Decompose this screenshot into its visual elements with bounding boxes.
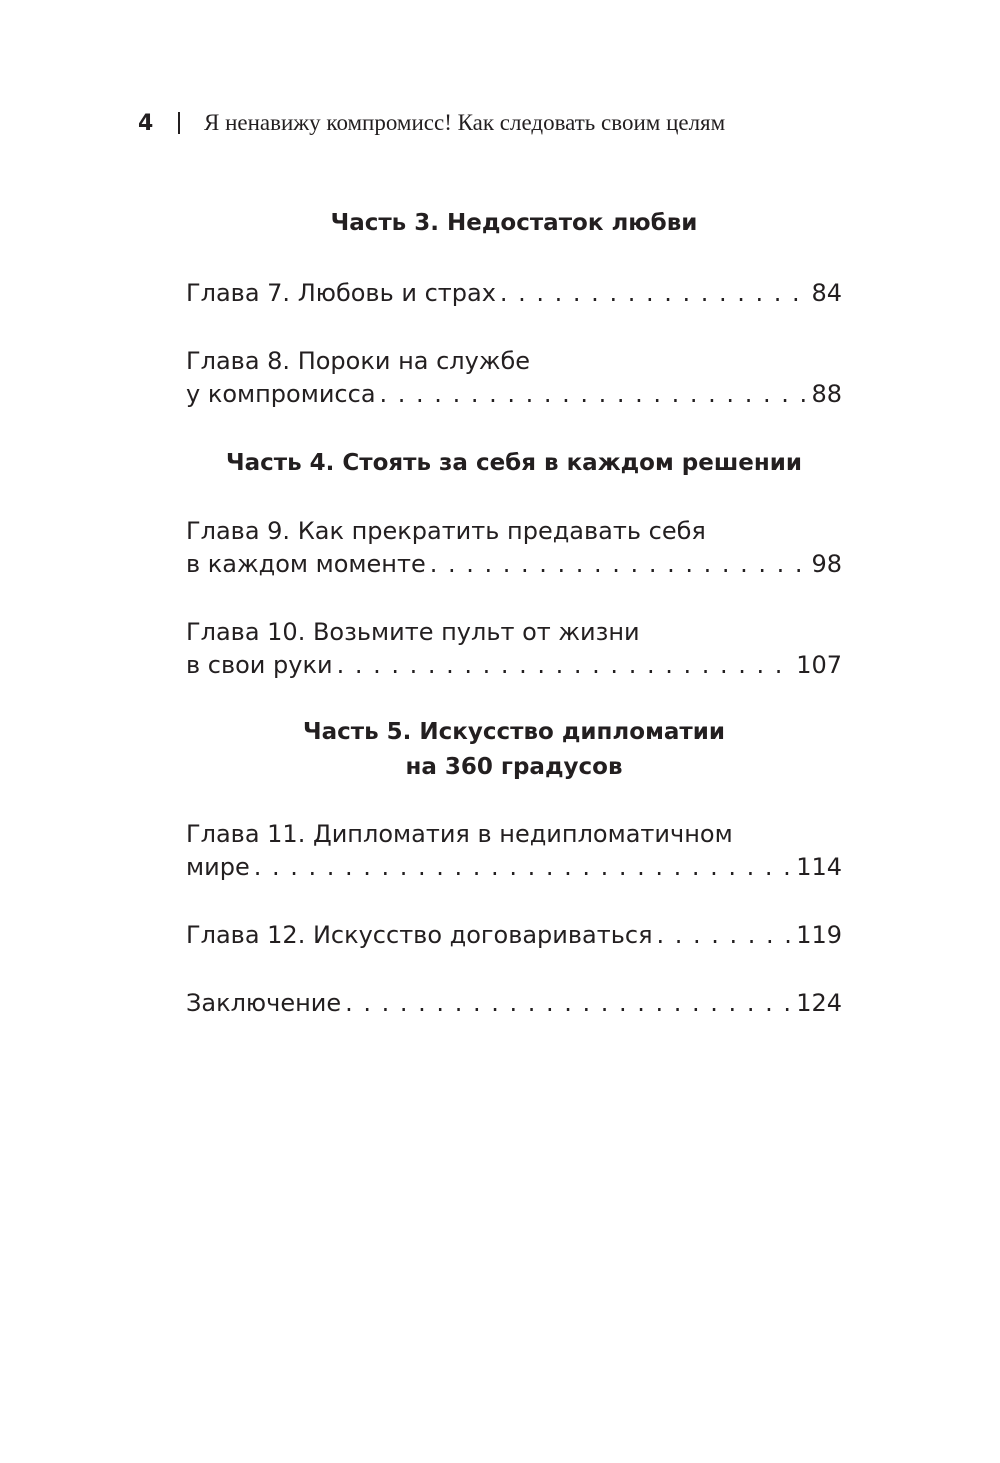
toc-entry-chapter-7 xyxy=(186,277,842,310)
entry-page: 124 xyxy=(796,989,842,1017)
part-5-heading-line-2: на 360 градусов xyxy=(405,754,623,780)
entry-title: Заключение xyxy=(186,989,342,1017)
entry-title: Глава 8. Пороки на службе xyxy=(186,347,531,375)
entry-page: 84 xyxy=(811,279,842,307)
entry-title: Глава 10. Возьмите пульт от жизни xyxy=(186,618,640,646)
part-5-heading xyxy=(186,715,842,785)
part-4-heading: Часть 4. Стоять за себя в каждом решении xyxy=(226,450,802,476)
entry-page: 107 xyxy=(796,651,842,679)
dot-leader xyxy=(345,987,794,1020)
dot-leader xyxy=(380,378,810,411)
entry-title: Глава 11. Дипломатия в недипломатичном xyxy=(186,820,733,848)
entry-title: Глава 7. Любовь и страх xyxy=(186,279,496,307)
entry-page: 98 xyxy=(811,550,842,578)
entry-title-continued: в свои руки xyxy=(186,651,333,679)
toc-entry-chapter-11 xyxy=(186,818,842,884)
part-3-heading: Часть 3. Недостаток любви xyxy=(330,210,698,236)
dot-leader xyxy=(430,548,810,581)
toc-entry-conclusion xyxy=(186,987,842,1020)
toc-entry-chapter-8 xyxy=(186,345,842,411)
toc-entry-chapter-10 xyxy=(186,616,842,682)
dot-leader xyxy=(657,919,795,952)
part-5-heading-line-1: Часть 5. Искусство дипломатии xyxy=(303,719,725,745)
dot-leader xyxy=(500,277,810,310)
entry-title-continued: мире xyxy=(186,853,250,881)
dot-leader xyxy=(254,851,794,884)
toc-entry-chapter-12 xyxy=(186,919,842,952)
dot-leader xyxy=(337,649,795,682)
entry-title-continued: в каждом моменте xyxy=(186,550,426,578)
page-number: 4 xyxy=(138,110,154,136)
entry-page: 119 xyxy=(796,921,842,949)
entry-title: Глава 12. Искусство договариваться xyxy=(186,921,653,949)
entry-page: 88 xyxy=(811,380,842,408)
running-header xyxy=(138,110,725,136)
entry-title-continued: у компромисса xyxy=(186,380,376,408)
running-title: Я ненавижу компромисс! Как следовать своим целям xyxy=(204,110,726,135)
entry-title: Глава 9. Как прекратить предавать себя xyxy=(186,517,706,545)
entry-page: 114 xyxy=(796,853,842,881)
toc-entry-chapter-9 xyxy=(186,515,842,581)
header-separator xyxy=(178,112,180,134)
